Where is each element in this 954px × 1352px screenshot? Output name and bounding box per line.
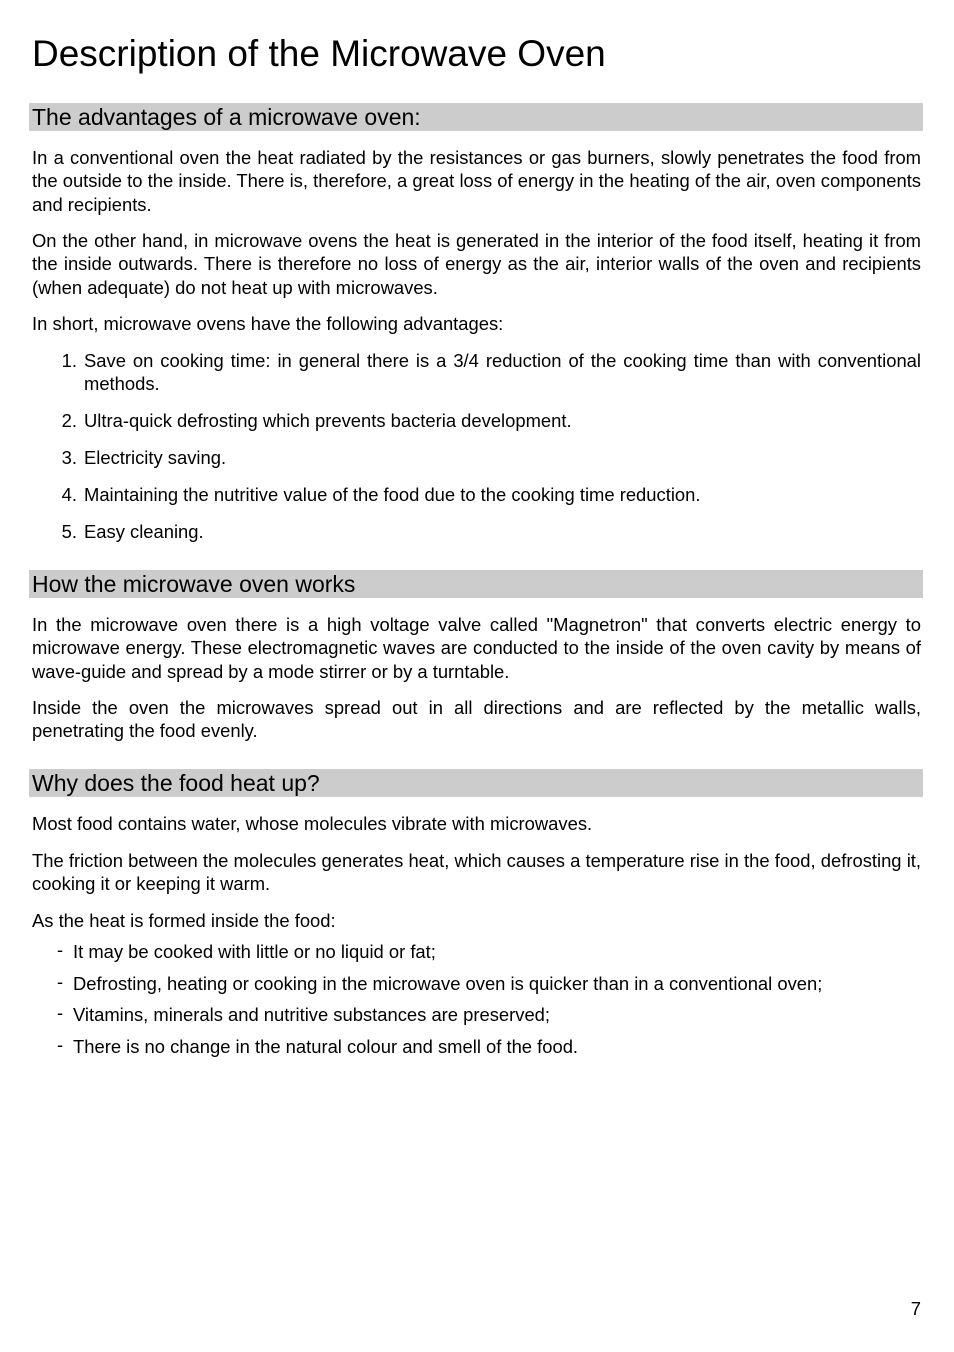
list-item-text: There is no change in the natural colour and smell of the food. <box>73 1036 579 1057</box>
bullet-list-item <box>57 1035 921 1058</box>
list-item-text: Save on cooking time: in general there is a 3/4 reduction of the cooking time than with conventional methods. <box>84 350 921 395</box>
numbered-list-item <box>32 409 921 432</box>
paragraph: In a conventional oven the heat radiated by the resistances or gas burners, slowly penetrates the food from the outside to the inside. There is, therefore, a great loss of energy in the heating of the air, oven components and recipients. <box>32 147 921 215</box>
paragraph: In short, microwave ovens have the following advantages: <box>32 313 504 334</box>
list-item-text: Maintaining the nutritive value of the food due to the cooking time reduction. <box>84 484 701 505</box>
list-item-text: It may be cooked with little or no liquid or fat; <box>73 941 436 962</box>
dash-marker: - <box>57 971 64 992</box>
dash-marker: - <box>57 1002 64 1023</box>
list-item-text: Electricity saving. <box>84 447 227 468</box>
bullet-list-item <box>57 940 921 963</box>
numbered-list-item <box>32 446 921 469</box>
numbered-list-item <box>32 349 921 396</box>
paragraph: In the microwave oven there is a high voltage valve called "Magnetron" that converts electric energy to microwave energy. These electromagnetic waves are conducted to the inside of the oven cavity by means of wave-guide and spread by a mode stirrer or by a turntable. <box>32 614 921 682</box>
section-heading-advantages: The advantages of a microwave oven: <box>29 103 923 131</box>
paragraph: On the other hand, in microwave ovens the heat is generated in the interior of the food itself, heating it from the inside outwards. There is therefore no loss of energy as the air, interior walls of the oven and recipients (when adequate) do not heat up with microwaves. <box>32 230 921 298</box>
list-item-text: Ultra-quick defrosting which prevents bacteria development. <box>84 410 572 431</box>
paragraph: Inside the oven the microwaves spread out in all directions and are reflected by the metallic walls, penetrating the food evenly. <box>32 697 921 742</box>
bullet-list-item <box>57 1003 921 1026</box>
paragraph: Most food contains water, whose molecules vibrate with microwaves. <box>32 813 593 834</box>
list-item-text: Easy cleaning. <box>84 521 204 542</box>
paragraph: As the heat is formed inside the food: <box>32 910 336 931</box>
numbered-list-item <box>32 483 921 506</box>
list-item-text: Vitamins, minerals and nutritive substances are preserved; <box>73 1004 551 1025</box>
list-item-text: Defrosting, heating or cooking in the microwave oven is quicker than in a conventional oven; <box>73 973 823 994</box>
bullet-list-item <box>57 972 921 995</box>
list-number: 1. <box>61 350 77 371</box>
section-heading-why-food-heats: Why does the food heat up? <box>29 769 923 797</box>
list-number: 2. <box>61 410 77 431</box>
dash-marker: - <box>57 939 64 960</box>
numbered-list-item <box>32 520 921 543</box>
list-number: 4. <box>61 484 77 505</box>
list-number: 5. <box>61 521 77 542</box>
dash-marker: - <box>57 1034 64 1055</box>
paragraph: The friction between the molecules generates heat, which causes a temperature rise in the food, defrosting it, cooking it or keeping it warm. <box>32 850 921 895</box>
page-title: Description of the Microwave Oven <box>32 33 606 74</box>
list-number: 3. <box>61 447 77 468</box>
section-heading-how-it-works: How the microwave oven works <box>29 570 923 598</box>
page-number: 7 <box>910 1298 921 1319</box>
